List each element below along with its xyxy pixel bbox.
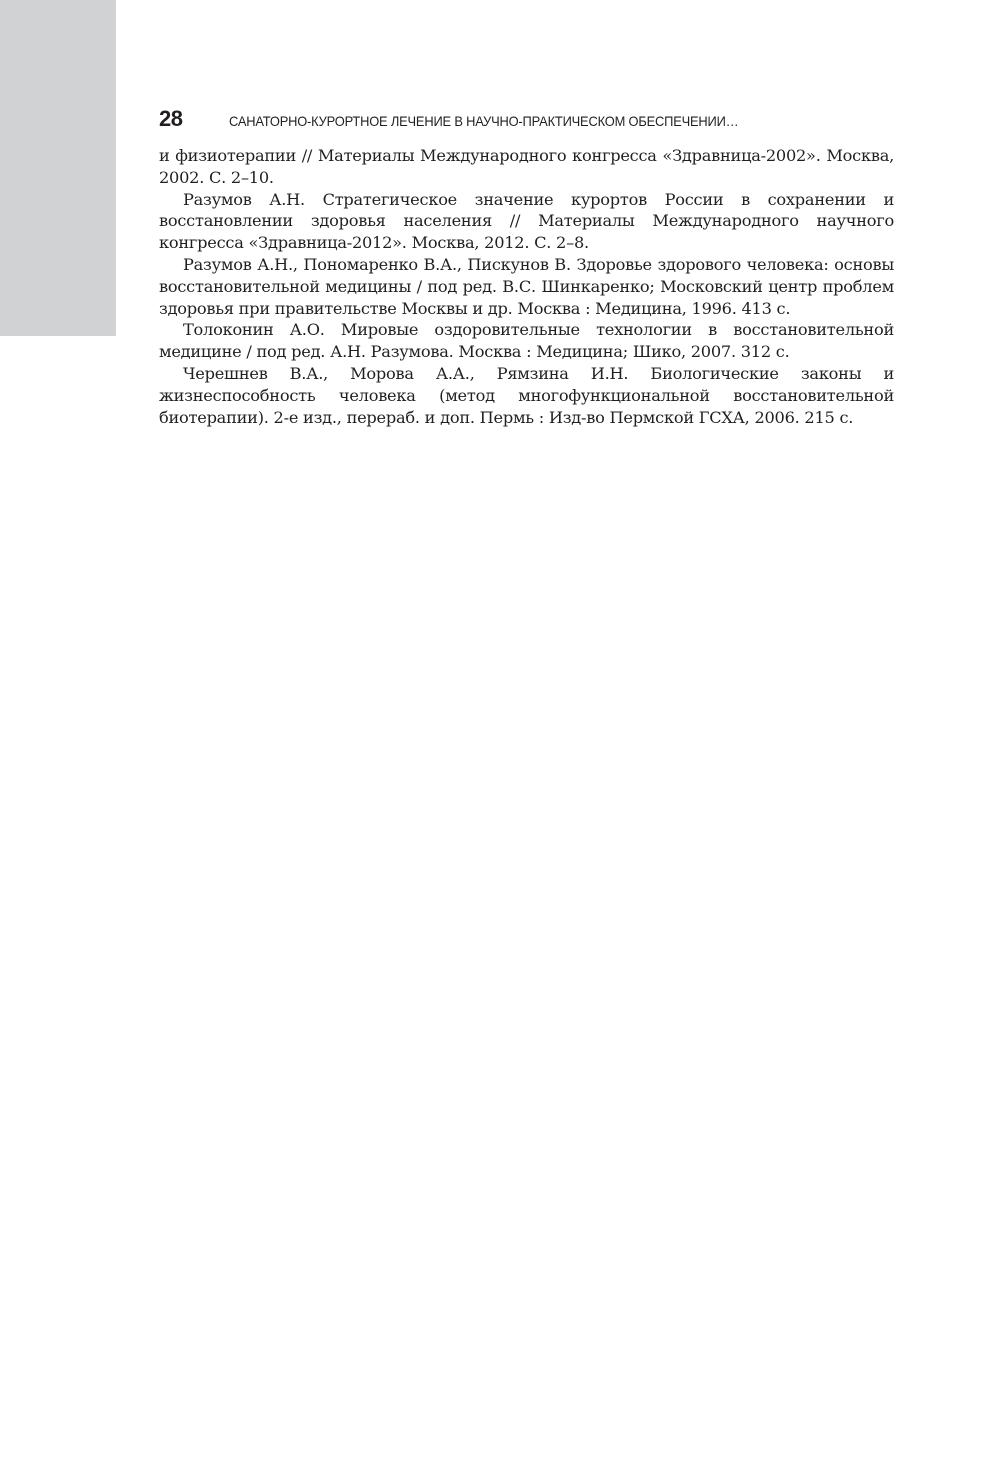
chapter-side-tab	[0, 0, 116, 336]
page-number: 28	[159, 106, 183, 131]
reference-entry: Черешнев В.А., Морова А.А., Рямзина И.Н. Биологические законы и жизнеспособность человека (метод многофункциональной восстановительной биотерапии). 2-е изд., перераб. и доп. Пермь : Изд-во Пермской ГСХА, 2006. 215 с.	[159, 363, 894, 427]
running-title: САНАТОРНО-КУРОРТНОЕ ЛЕЧЕНИЕ В НАУЧНО-ПРАКТИЧЕСКОМ ОБЕСПЕЧЕНИИ…	[229, 113, 739, 129]
running-header	[159, 106, 899, 136]
reference-entry: и физиотерапии // Материалы Международного конгресса «Здравница-2002». Москва, 2002. С. 2–10.	[159, 146, 894, 187]
reference-list	[159, 145, 894, 428]
reference-entry: Толоконин А.О. Мировые оздоровительные технологии в восстановительной медицине / под ред. А.Н. Разумова. Москва : Медицина; Шико, 2007. 312 с.	[159, 320, 894, 362]
reference-entry: Разумов А.Н. Стратегическое значение курортов России в сохранении и восстановлении здоровья населения // Материалы Международного научного конгресса «Здравница-2012». Москва, 2012. С. 2–8.	[159, 189, 894, 253]
reference-entry: Разумов А.Н., Пономаренко В.А., Пискунов В. Здоровье здорового человека: основы восстановительной медицины / под ред. В.С. Шинкаренко; Московский центр проблем здоровья при правительстве Москвы и др. Москва : Медицина, 1996. 413 с.	[159, 254, 894, 318]
